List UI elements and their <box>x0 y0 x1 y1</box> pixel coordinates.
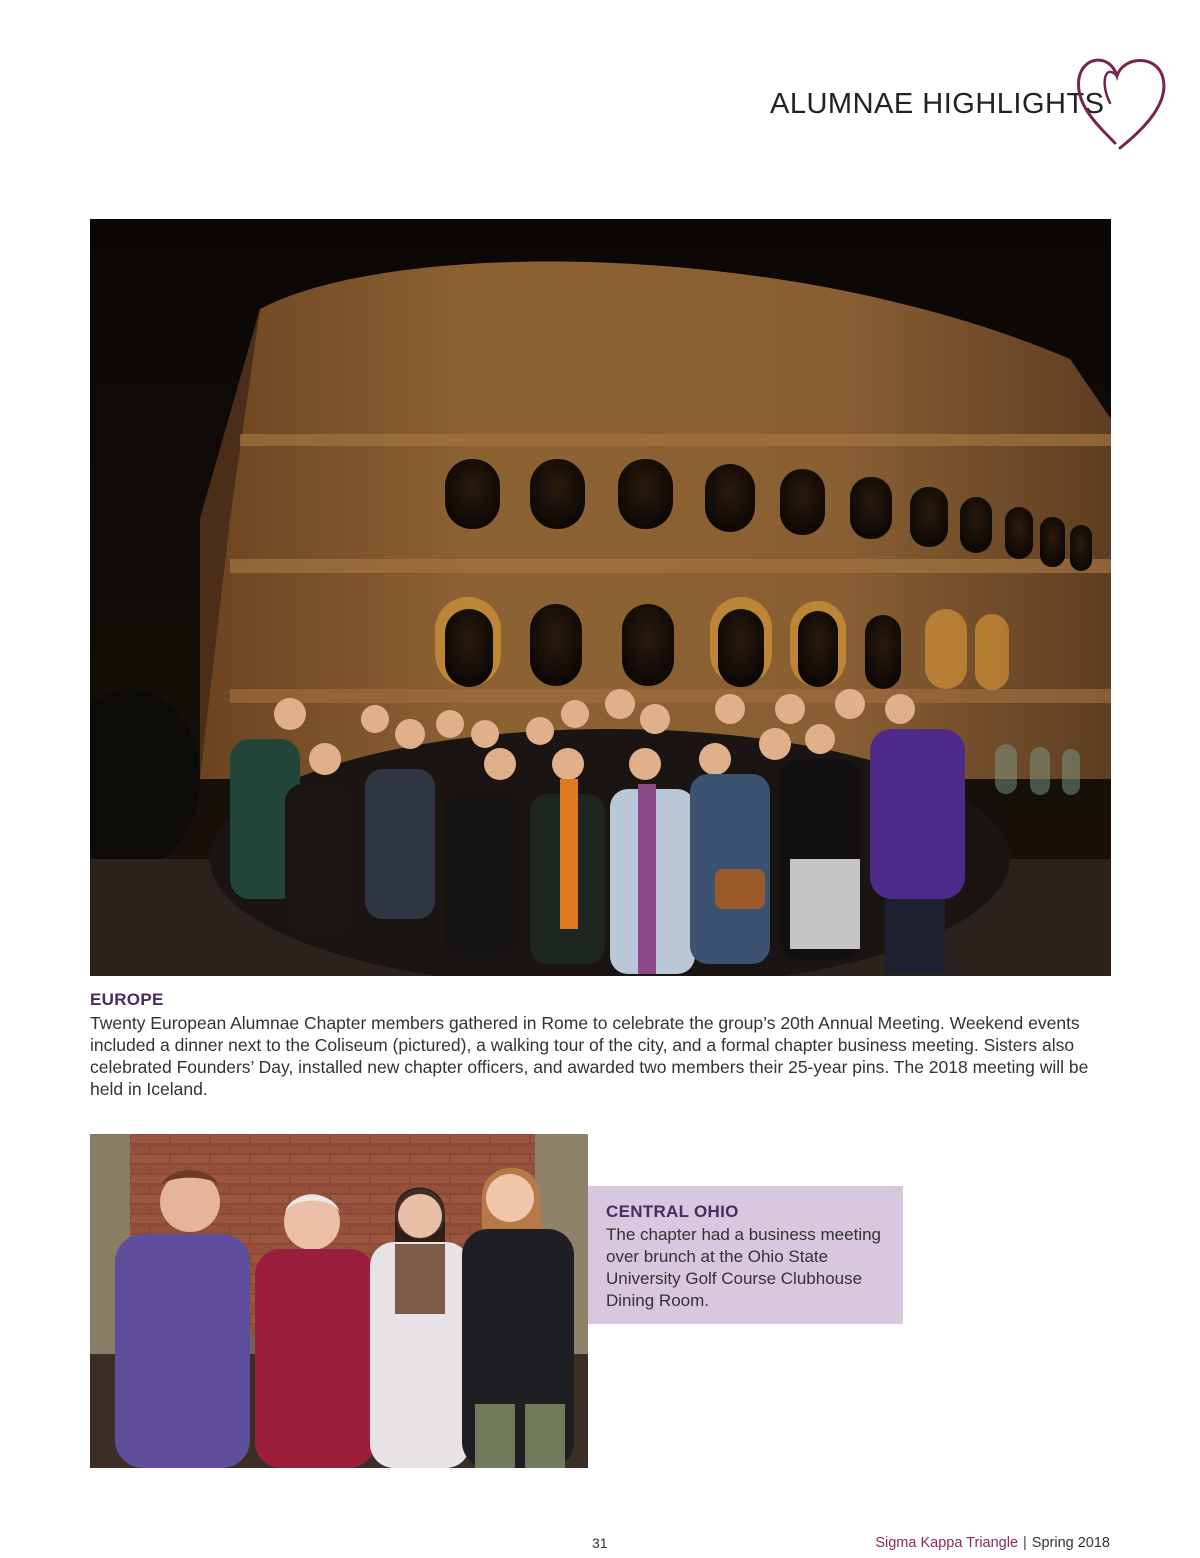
europe-heading: EUROPE <box>90 990 164 1009</box>
footer-separator: | <box>1023 1535 1027 1551</box>
colosseum-group-photo <box>90 219 1111 976</box>
central-ohio-text: The chapter had a business meeting over brunch at the Ohio State University Golf Course Clubhouse Dining Room. <box>606 1225 882 1310</box>
europe-text: Twenty European Alumnae Chapter members gathered in Rome to celebrate the group’s 20th Annual Meeting. Weekend events included a dinner next to the Coliseum (pictured), a walking tour of the city, and a formal chapter business meeting. Sisters also celebrated Founders’ Day, installed new chapter officers, and awarded two members their 25-year pins. The 2018 meeting will be held in Iceland. <box>90 1013 1089 1099</box>
issue-date: Spring 2018 <box>1031 1535 1110 1551</box>
page-number: 31 <box>592 1535 608 1551</box>
section-title: ALUMNAE HIGHLIGHTS <box>770 88 1105 120</box>
central-ohio-caption <box>588 1186 903 1324</box>
europe-caption <box>90 990 1112 1100</box>
central-ohio-group-photo <box>90 1134 588 1468</box>
central-ohio-heading: CENTRAL OHIO <box>606 1202 739 1221</box>
publication-name: Sigma Kappa Triangle <box>875 1535 1019 1551</box>
footer-credit <box>875 1535 1110 1551</box>
heart-icon <box>1065 48 1175 158</box>
